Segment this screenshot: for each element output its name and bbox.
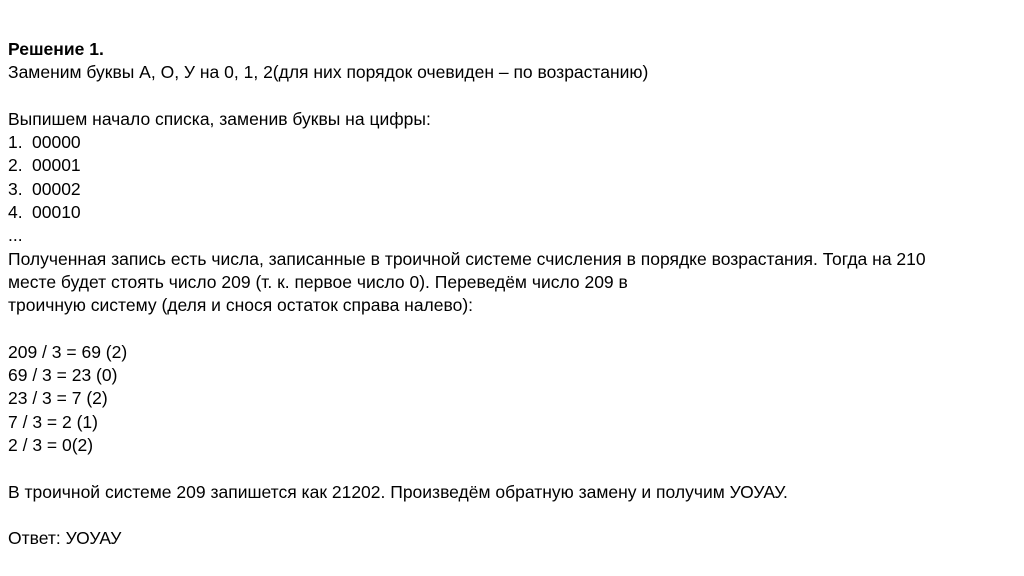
blank-line [8, 85, 1020, 108]
ellipsis: ... [8, 225, 23, 246]
list-item-value: 00010 [32, 202, 81, 223]
division-step: 7 / 3 = 2 (1) [8, 411, 98, 432]
list-item-value: 00002 [32, 178, 81, 199]
list-item-value: 00000 [32, 132, 81, 153]
blank-line [8, 504, 1020, 527]
division-step: 23 / 3 = 7 (2) [8, 388, 108, 409]
list-item [8, 131, 1020, 154]
conclusion-text: В троичной системе 209 запишется как 21202. Произведём обратную замену и получим УОУАУ. [8, 481, 788, 502]
list-item-number: 1. [8, 132, 23, 153]
explanation-line: месте будет стоять число 209 (т. к. первое число 0). Переведём число 209 в [8, 271, 628, 292]
list-item-number: 4. [8, 202, 23, 223]
list-item [8, 154, 1020, 177]
list-item-number: 3. [8, 178, 23, 199]
list-item-number: 2. [8, 155, 23, 176]
solution-document [8, 38, 1020, 551]
explanation-line: троичную систему (деля и снося остаток справа налево): [8, 295, 474, 316]
explanation-line: Полученная запись есть числа, записанные в троичной системе счисления в порядке возрастания. Тогда на 210 [8, 248, 926, 269]
solution-title: Решение 1. [8, 39, 104, 59]
blank-line [8, 457, 1020, 480]
division-step: 209 / 3 = 69 (2) [8, 341, 128, 362]
list-item [8, 201, 1020, 224]
list-item-value: 00001 [32, 155, 81, 176]
list-item [8, 178, 1020, 201]
intro-text: Заменим буквы А, О, У на 0, 1, 2(для них порядок очевиден – по возрастанию) [8, 62, 649, 83]
division-step: 2 / 3 = 0(2) [8, 435, 94, 456]
answer-text: Ответ: УОУАУ [8, 528, 122, 549]
list-intro-text: Выпишем начало списка, заменив буквы на цифры: [8, 108, 431, 129]
blank-line [8, 318, 1020, 341]
division-step: 69 / 3 = 23 (0) [8, 365, 118, 386]
